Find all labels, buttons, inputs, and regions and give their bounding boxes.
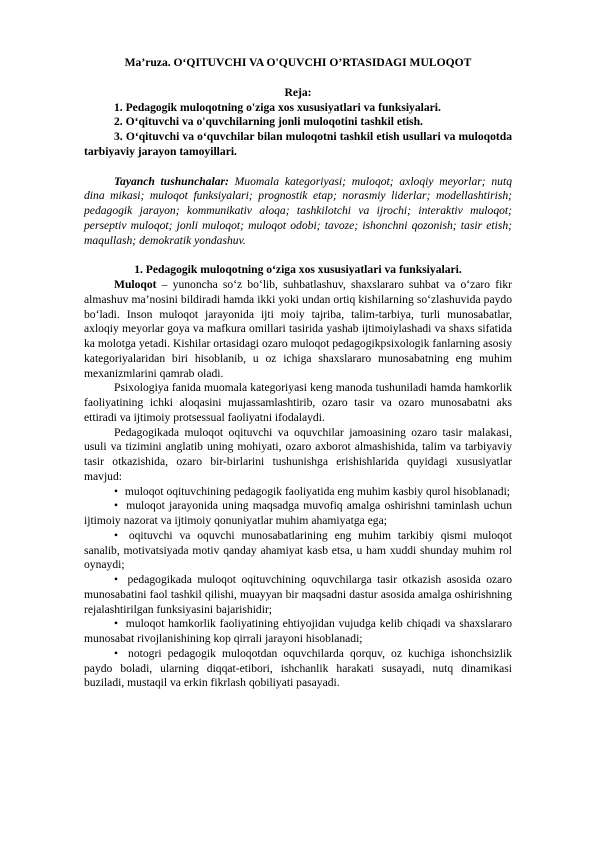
paragraph-muloqot-definition — [84, 278, 512, 381]
bullet-icon: • — [114, 646, 119, 660]
term-muloqot: Muloqot — [114, 278, 157, 291]
document-page — [84, 48, 512, 691]
bullet-icon: • — [114, 573, 119, 586]
bullet-icon: • — [114, 499, 119, 513]
bullet-item — [84, 647, 512, 691]
bullet-text: muloqot oqituvchining pedagogik faoliyatida eng muhim kasbiy qurol hisoblanadi; — [122, 484, 511, 498]
plan-item: 3. O‘qituvchi va o‘quvchilar bilan muloqotni tashkil etish usullari va muloqotda tarbiyaviy jarayon tamoyillari. — [84, 130, 512, 158]
bullet-icon: • — [114, 484, 119, 498]
bullet-text: muloqot hamkorlik faoliyatining ehtiyojidan vujudga kelib chiqadi va shaxslararo munosabat rivojlanishining kop qirrali jarayoni hisoblanadi; — [84, 617, 512, 645]
plan-list — [84, 101, 512, 160]
document-title: Ma’ruza. O‘QITUVCHI VA O'QUVCHI O’RTASIDAGI MULOQOT — [124, 56, 472, 69]
bullet-text: oqituvchi va oquvchi munosabatlarining eng muhim tarkibiy qismi muloqot sanalib, motivatsiyada motiv qanday ahamiyat kasb etsa, u ham xuddi shunday muhim rol oynaydi; — [84, 528, 512, 572]
bullet-item — [84, 485, 512, 500]
paragraph-psychology: Psixologiya fanida muomala kategoriyasi keng manoda tushuniladi hamda hamkorlik faoliyatining ichki aloqasini mujassamlashtirib, ozaro tasir va ozaro munosabatni aks ettiradi va ijtimoiy protsessual faoliyatni ifodalaydi. — [84, 381, 512, 424]
paragraph-pedagogy: Pedagogikada muloqot oqituvchi va oquvchilar jamoasining ozaro tasir malakasi, usuli va tizimini anglatib uning mohiyati, ozaro axborot almashishida, talim va tarbiyaviy tasir otkazishida, ozaro bir-birlarini tushunishga erishishlarida quyidagi xususiyatlar mavjud: — [84, 425, 512, 483]
bullet-text: notogri pedagogik muloqotdan oquvchilarda qorquv, oz kuchiga ishonchsizlik paydo boladi, ularning diqqat-etibori, ishchanlik harakati susayadi, nutq dinamikasi buziladi, mustaqil va erkin fikrlash qobiliyati pasayadi. — [84, 646, 512, 690]
plan-item: 1. Pedagogik muloqotning o'ziga xos xususiyatlari va funksiyalari. — [114, 100, 441, 114]
paragraph-text: – yunoncha so‘z bo‘lib, suhbatlashuv, shaxslararo suhbat va o‘zaro fikr almashuv ma’nosini bildiradi hamda ikki yoki undan ortiq kishilarning so‘zlashuvida paydo bo‘ladi. Inson muloqot jarayonida ijti moiy tajriba, talim-tarbiya, turli munosabatlar, axloqiy meyorlar goya va mafkura omillari tasirida yashab ijtimoiylashadi va shaxs sifatida ka molotga yetadi. Kishilar ortasidagi ozaro muloqot pedagogikpsixologik fanlarning asosiy kategoriyalaridan biri hisoblanib, u oz ichiga shaxslararo munosabatning eng muhim mexanizmlarini qamrab oladi. — [84, 278, 512, 380]
bullet-item — [84, 499, 512, 529]
keywords-paragraph — [84, 175, 512, 249]
bullet-item — [84, 529, 512, 573]
bullet-item — [84, 573, 512, 617]
bullet-icon: • — [114, 528, 119, 542]
bullet-text: muloqot jarayonida uning maqsadga muvofiq amalga oshirishni taminlash uchun ijtimoiy nazorat va ijtimoiy qonuniyatlar muhim ahamiyatga ega; — [84, 499, 512, 527]
keywords-label: Tayanch tushunchalar: — [114, 174, 229, 188]
section-heading: 1. Pedagogik muloqotning o‘ziga xos xususiyatlari va funksiyalari. — [134, 263, 462, 277]
bullet-item — [84, 617, 512, 647]
keywords-text: Muomala kategoriyasi; muloqot; axloqiy meyorlar; nutq dina mikasi; muloqot funksiyalari; prognostik etap; norasmiy liderlar; modellashtirish; pedagogik jarayon; kommunikativ aloqa; tashkilotchi va ijrochi; interaktiv muloqot; perseptiv muloqot; jonli muloqot; muloqot odobi; tavoze; ishonchni qozonish; tasir etish; maqullash; demokratik yondashuv. — [84, 174, 512, 247]
plan-item: 2. O‘qituvchi va o'quvchilarning jonli muloqotini tashkil etish. — [114, 115, 423, 129]
bullet-icon: • — [114, 617, 119, 631]
plan-heading: Reja: — [284, 85, 312, 99]
bullet-text: pedagogikada muloqot oqituvchining oquvchilarga tasir otkazish asosida ozaro munosabatini faol tashkil qilishi, muayyan bir maqsadni dastur asosida amalga oshirishning rejalashtirilgan funksiyasini bajarishidir; — [84, 573, 512, 616]
